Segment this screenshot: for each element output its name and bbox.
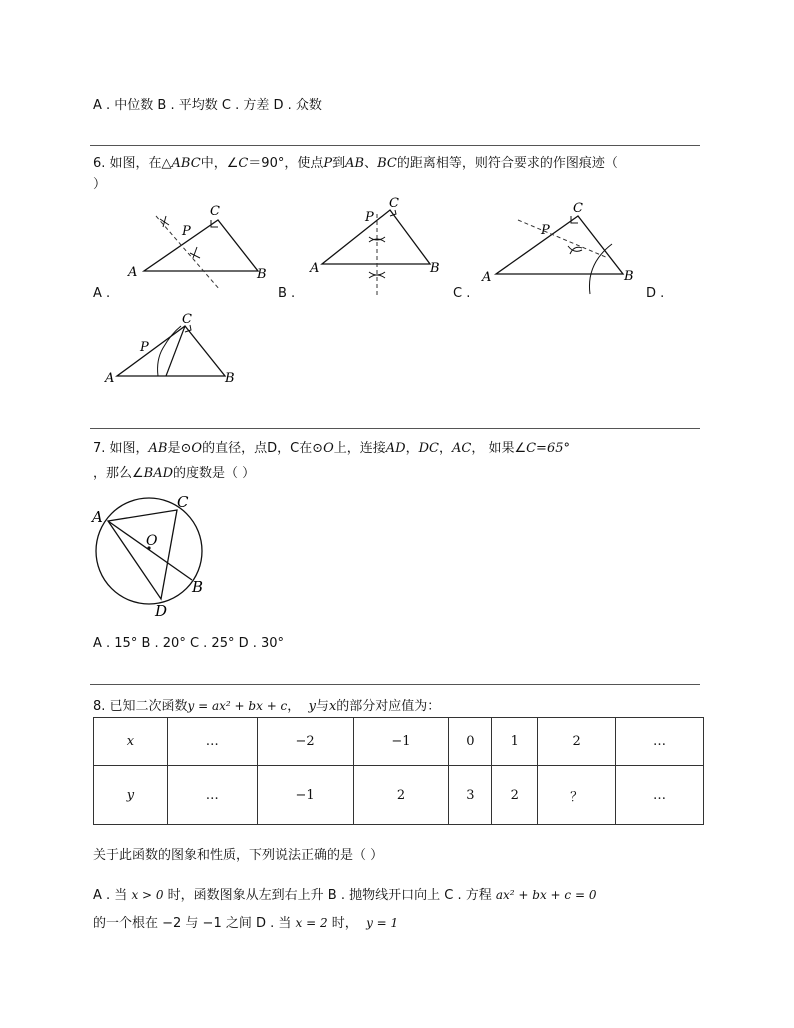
q7-stem-ad: AD <box>385 441 406 456</box>
point-a-label: A <box>128 265 138 280</box>
q8-value-table <box>93 717 704 825</box>
q7-stem-ac: AC <box>451 441 472 456</box>
table-cell: 2 <box>538 718 616 766</box>
q8-stem-y: y <box>308 699 316 714</box>
point-p-label: P <box>140 340 149 355</box>
q6-figure-a <box>120 198 270 290</box>
q8-opt-cond: x = 2 <box>295 916 328 930</box>
point-p-label: P <box>541 223 550 238</box>
q8-opt-text: 时，函数图象从左到右上升 B . 抛物线开口向上 C . 方程 <box>167 888 492 903</box>
q7-stem-text: 是 <box>167 441 181 456</box>
table-cell: x <box>94 718 168 766</box>
point-o-label: O <box>146 533 158 549</box>
table-row <box>94 766 704 825</box>
q6-stem-text: 、 <box>364 156 378 171</box>
q7-stem-text: ， <box>438 441 452 456</box>
q7-stem-line2 <box>93 462 255 481</box>
q6-figure-d <box>100 310 250 386</box>
table-cell: 1 <box>492 718 538 766</box>
q7-stem-circle: ⊙O <box>180 441 203 456</box>
q8-opt-text: 的一个根在 −2 与 −1 之间 D . 当 <box>93 916 292 931</box>
table-cell: … <box>167 766 257 825</box>
q7-stem-text: 的直径，点D，C在 <box>202 441 313 456</box>
q7-stem <box>93 437 570 456</box>
point-b-label: B <box>225 371 235 386</box>
point-c-label: C <box>389 196 399 211</box>
table-cell: … <box>616 766 704 825</box>
q6-stem-text: 中，∠ <box>200 156 239 171</box>
q6-stem-c: C <box>238 156 249 171</box>
q8-stem-text: 8. 已知二次函数 <box>93 699 188 714</box>
point-c-label: C <box>182 312 192 327</box>
q7-stem-bad: BAD <box>143 466 174 481</box>
q6-stem <box>93 152 618 171</box>
table-cell: 0 <box>449 718 492 766</box>
table-cell: 2 <box>492 766 538 825</box>
q8-stem <box>93 695 440 714</box>
q6-option-a-label: A . <box>93 286 111 301</box>
point-b-label: B <box>192 578 204 596</box>
q6-option-b-label: B . <box>278 286 296 301</box>
point-b-label: B <box>257 267 267 282</box>
table-cell: 2 <box>353 766 449 825</box>
q6-stem-text: 的距离相等，则符合要求的作图痕迹（ <box>396 156 618 171</box>
q6-stem-text: 到 <box>332 156 346 171</box>
q8-options-line2 <box>93 912 398 931</box>
q8-opt-text: A . 当 <box>93 888 128 903</box>
q6-option-c-label: C . <box>453 286 471 301</box>
q6-option-d-label: D . <box>646 286 665 301</box>
q7-stem-angle: C=65° <box>526 441 570 456</box>
separator <box>90 428 700 429</box>
q7-stem-text: ，那么∠ <box>93 466 144 481</box>
q8-opt-cond: x > 0 <box>131 888 164 902</box>
q6-figure-b <box>306 192 456 298</box>
separator <box>90 145 700 146</box>
q8-stem-text: 的部分对应值为： <box>336 699 441 714</box>
point-b-label: B <box>430 261 440 276</box>
table-cell: 3 <box>449 766 492 825</box>
q8-question: 关于此函数的图象和性质，下列说法正确的是（ ） <box>93 848 384 863</box>
q8-opt-text: 时， <box>331 916 358 931</box>
q7-stem-circle2: ⊙O <box>312 441 334 456</box>
table-cell: … <box>167 718 257 766</box>
q6-stem-line2: ） <box>93 177 107 192</box>
table-cell: ？ <box>538 766 616 825</box>
point-d-label: D <box>155 602 168 620</box>
point-a-label: A <box>482 270 492 285</box>
point-b-label: B <box>624 269 634 284</box>
point-p-label: P <box>182 224 191 239</box>
point-c-label: C <box>210 204 220 219</box>
q8-opt-equation: ax² + bx + c = 0 <box>495 888 597 902</box>
q6-stem-abc: ABC <box>171 156 201 171</box>
q6-stem-ab: AB <box>345 156 365 171</box>
q6-stem-bc: BC <box>377 156 397 171</box>
table-cell: −1 <box>353 718 449 766</box>
q8-opt-result: y = 1 <box>366 916 399 930</box>
table-cell: y <box>94 766 168 825</box>
q7-circle-figure <box>88 488 218 622</box>
q6-stem-p: P <box>323 156 333 171</box>
separator <box>90 684 700 685</box>
table-cell: −1 <box>257 766 353 825</box>
q7-stem-text: ， <box>405 441 419 456</box>
q7-stem-text: 7. 如图， <box>93 441 149 456</box>
q8-options-line1 <box>93 884 596 903</box>
q6-stem-text: 6. 如图，在△ <box>93 156 172 171</box>
table-cell: −2 <box>257 718 353 766</box>
point-a-label: A <box>92 508 103 526</box>
table-cell: … <box>616 718 704 766</box>
point-c-label: C <box>177 493 189 511</box>
q6-figure-c <box>478 196 638 296</box>
table-row <box>94 718 704 766</box>
q8-stem-text: ， <box>287 699 301 714</box>
q7-options: A . 15° B . 20° C . 25° D . 30° <box>93 636 285 651</box>
q7-stem-text: 的度数是（ ） <box>173 466 256 481</box>
point-a-label: A <box>105 371 115 386</box>
point-a-label: A <box>310 261 320 276</box>
q7-stem-ab: AB <box>148 441 168 456</box>
point-p-label: P <box>365 210 374 225</box>
point-c-label: C <box>573 201 583 216</box>
q8-stem-x: x <box>328 699 337 714</box>
q7-stem-text: 上，连接 <box>333 441 386 456</box>
q5-options: A . 中位数 B . 平均数 C . 方差 D . 众数 <box>93 98 322 113</box>
q8-stem-func: y = ax² + bx + c <box>187 699 288 713</box>
q7-stem-text: ， 如果∠ <box>471 441 527 456</box>
q6-stem-text: ＝90°，使点 <box>248 156 324 171</box>
q8-stem-text: 与 <box>315 699 329 714</box>
q7-stem-dc: DC <box>418 441 439 456</box>
